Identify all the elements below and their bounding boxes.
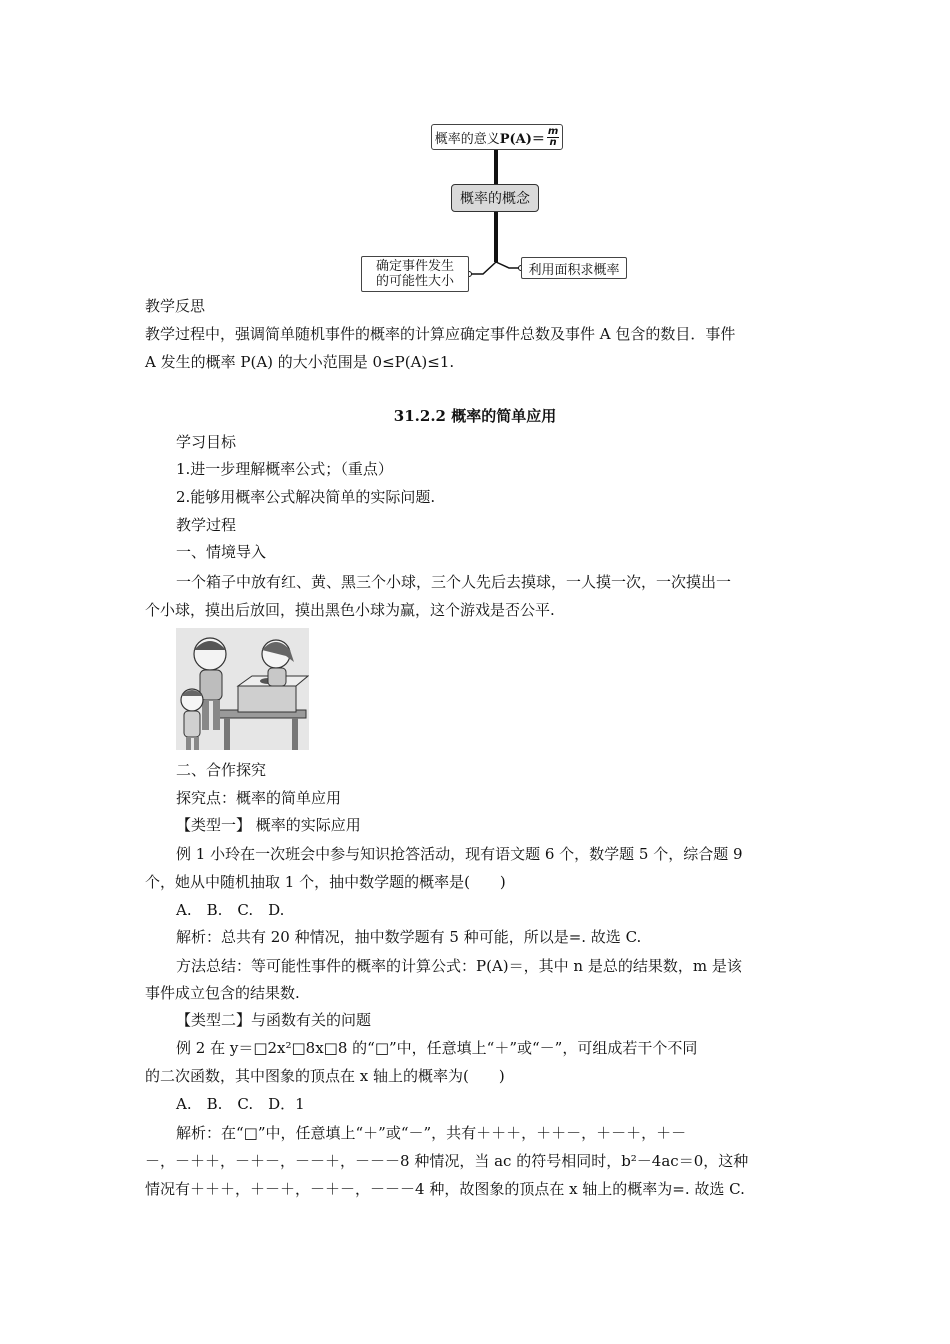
concept-node-formula: P(A)＝ bbox=[499, 131, 545, 147]
concept-node-meaning bbox=[431, 124, 563, 150]
concept-node-certain-event-line1: 确定事件发生 bbox=[375, 259, 454, 274]
example1-line-1: 例 1 小玲在一次班会中参与知识抢答活动，现有语文题 6 个，数学题 5 个，综合题 9 bbox=[176, 845, 743, 863]
example2-analysis-line-1: 解析：在“□”中，任意填上“＋”或“－”，共有＋＋＋，＋＋－，＋－＋，＋－ bbox=[176, 1124, 687, 1142]
example1-line-2: 个，她从中随机抽取 1 个，抽中数学题的概率是( ) bbox=[145, 873, 506, 891]
type1-heading: 【类型一】 概率的实际应用 bbox=[176, 816, 361, 834]
example1-options: A. B. C. D. bbox=[176, 901, 285, 919]
example2-options: A. B. C. D．1 bbox=[176, 1095, 305, 1113]
example1-analysis: 解析：总共有 20 种情况，抽中数学题有 5 种可能，所以是=. 故选 C. bbox=[176, 928, 642, 946]
part2-heading: 二、合作探究 bbox=[176, 761, 267, 779]
reflection-heading: 教学反思 bbox=[145, 297, 206, 315]
example2-line-2: 的二次函数，其中图象的顶点在 x 轴上的概率为( ) bbox=[145, 1067, 505, 1085]
example2-analysis-line-2: －，－＋＋，－＋－，－－＋，－－－8 种情况，当 ac 的符号相同时，b²－4ac＝0，这种 bbox=[145, 1152, 749, 1170]
reflection-line-1: 教学过程中，强调简单随机事件的概率的计算应确定事件总数及事件 A 包含的数目．事件 bbox=[145, 325, 736, 343]
part1-heading: 一、情境导入 bbox=[176, 543, 267, 561]
fraction-numerator: m bbox=[547, 125, 559, 137]
example2-analysis-line-3: 情况有＋＋＋，＋－＋，－＋－，－－－4 种，故图象的顶点在 x 轴上的概率为=. 故选 C. bbox=[145, 1180, 745, 1198]
fraction-denominator: n bbox=[549, 136, 557, 148]
goal-item-1: 1.进一步理解概率公式；（重点） bbox=[176, 460, 393, 478]
section-title: 31.2.2 概率的简单应用 bbox=[393, 407, 557, 425]
type2-heading: 【类型二】与函数有关的问题 bbox=[176, 1011, 372, 1029]
part1-line-2: 个小球，摸出后放回，摸出黑色小球为赢，这个游戏是否公平. bbox=[145, 601, 555, 619]
concept-node-certain-event-line2: 的可能性大小 bbox=[375, 274, 454, 289]
explore-point: 探究点：概率的简单应用 bbox=[176, 789, 342, 807]
concept-node-area-probability: 利用面积求概率 bbox=[521, 257, 627, 279]
example1-summary-line-2: 事件成立包含的结果数. bbox=[145, 984, 300, 1002]
reflection-line-2: A 发生的概率 P(A) 的大小范围是 0≤P(A)≤1. bbox=[145, 353, 455, 371]
concept-node-certain-event bbox=[361, 256, 469, 292]
concept-map-diagram bbox=[355, 118, 635, 296]
example2-line-1: 例 2 在 y＝□2x²□8x□8 的“□”中，任意填上“＋”或“－”，可组成若干个不同 bbox=[176, 1039, 698, 1057]
concept-node-meaning-label: 概率的意义 bbox=[434, 131, 500, 147]
part1-line-1: 一个箱子中放有红、黄、黑三个小球，三个人先后去摸球，一人摸一次，一次摸出一 bbox=[176, 573, 732, 591]
formula-fraction bbox=[547, 127, 559, 148]
goal-item-2: 2.能够用概率公式解决简单的实际问题. bbox=[176, 488, 436, 506]
concept-node-center: 概率的概念 bbox=[451, 184, 539, 212]
process-heading: 教学过程 bbox=[176, 516, 237, 534]
goals-heading: 学习目标 bbox=[176, 433, 237, 451]
example1-summary-line-1: 方法总结：等可能性事件的概率的计算公式：P(A)＝，其中 n 是总的结果数，m 是该 bbox=[176, 957, 742, 975]
children-box-illustration bbox=[176, 628, 309, 750]
